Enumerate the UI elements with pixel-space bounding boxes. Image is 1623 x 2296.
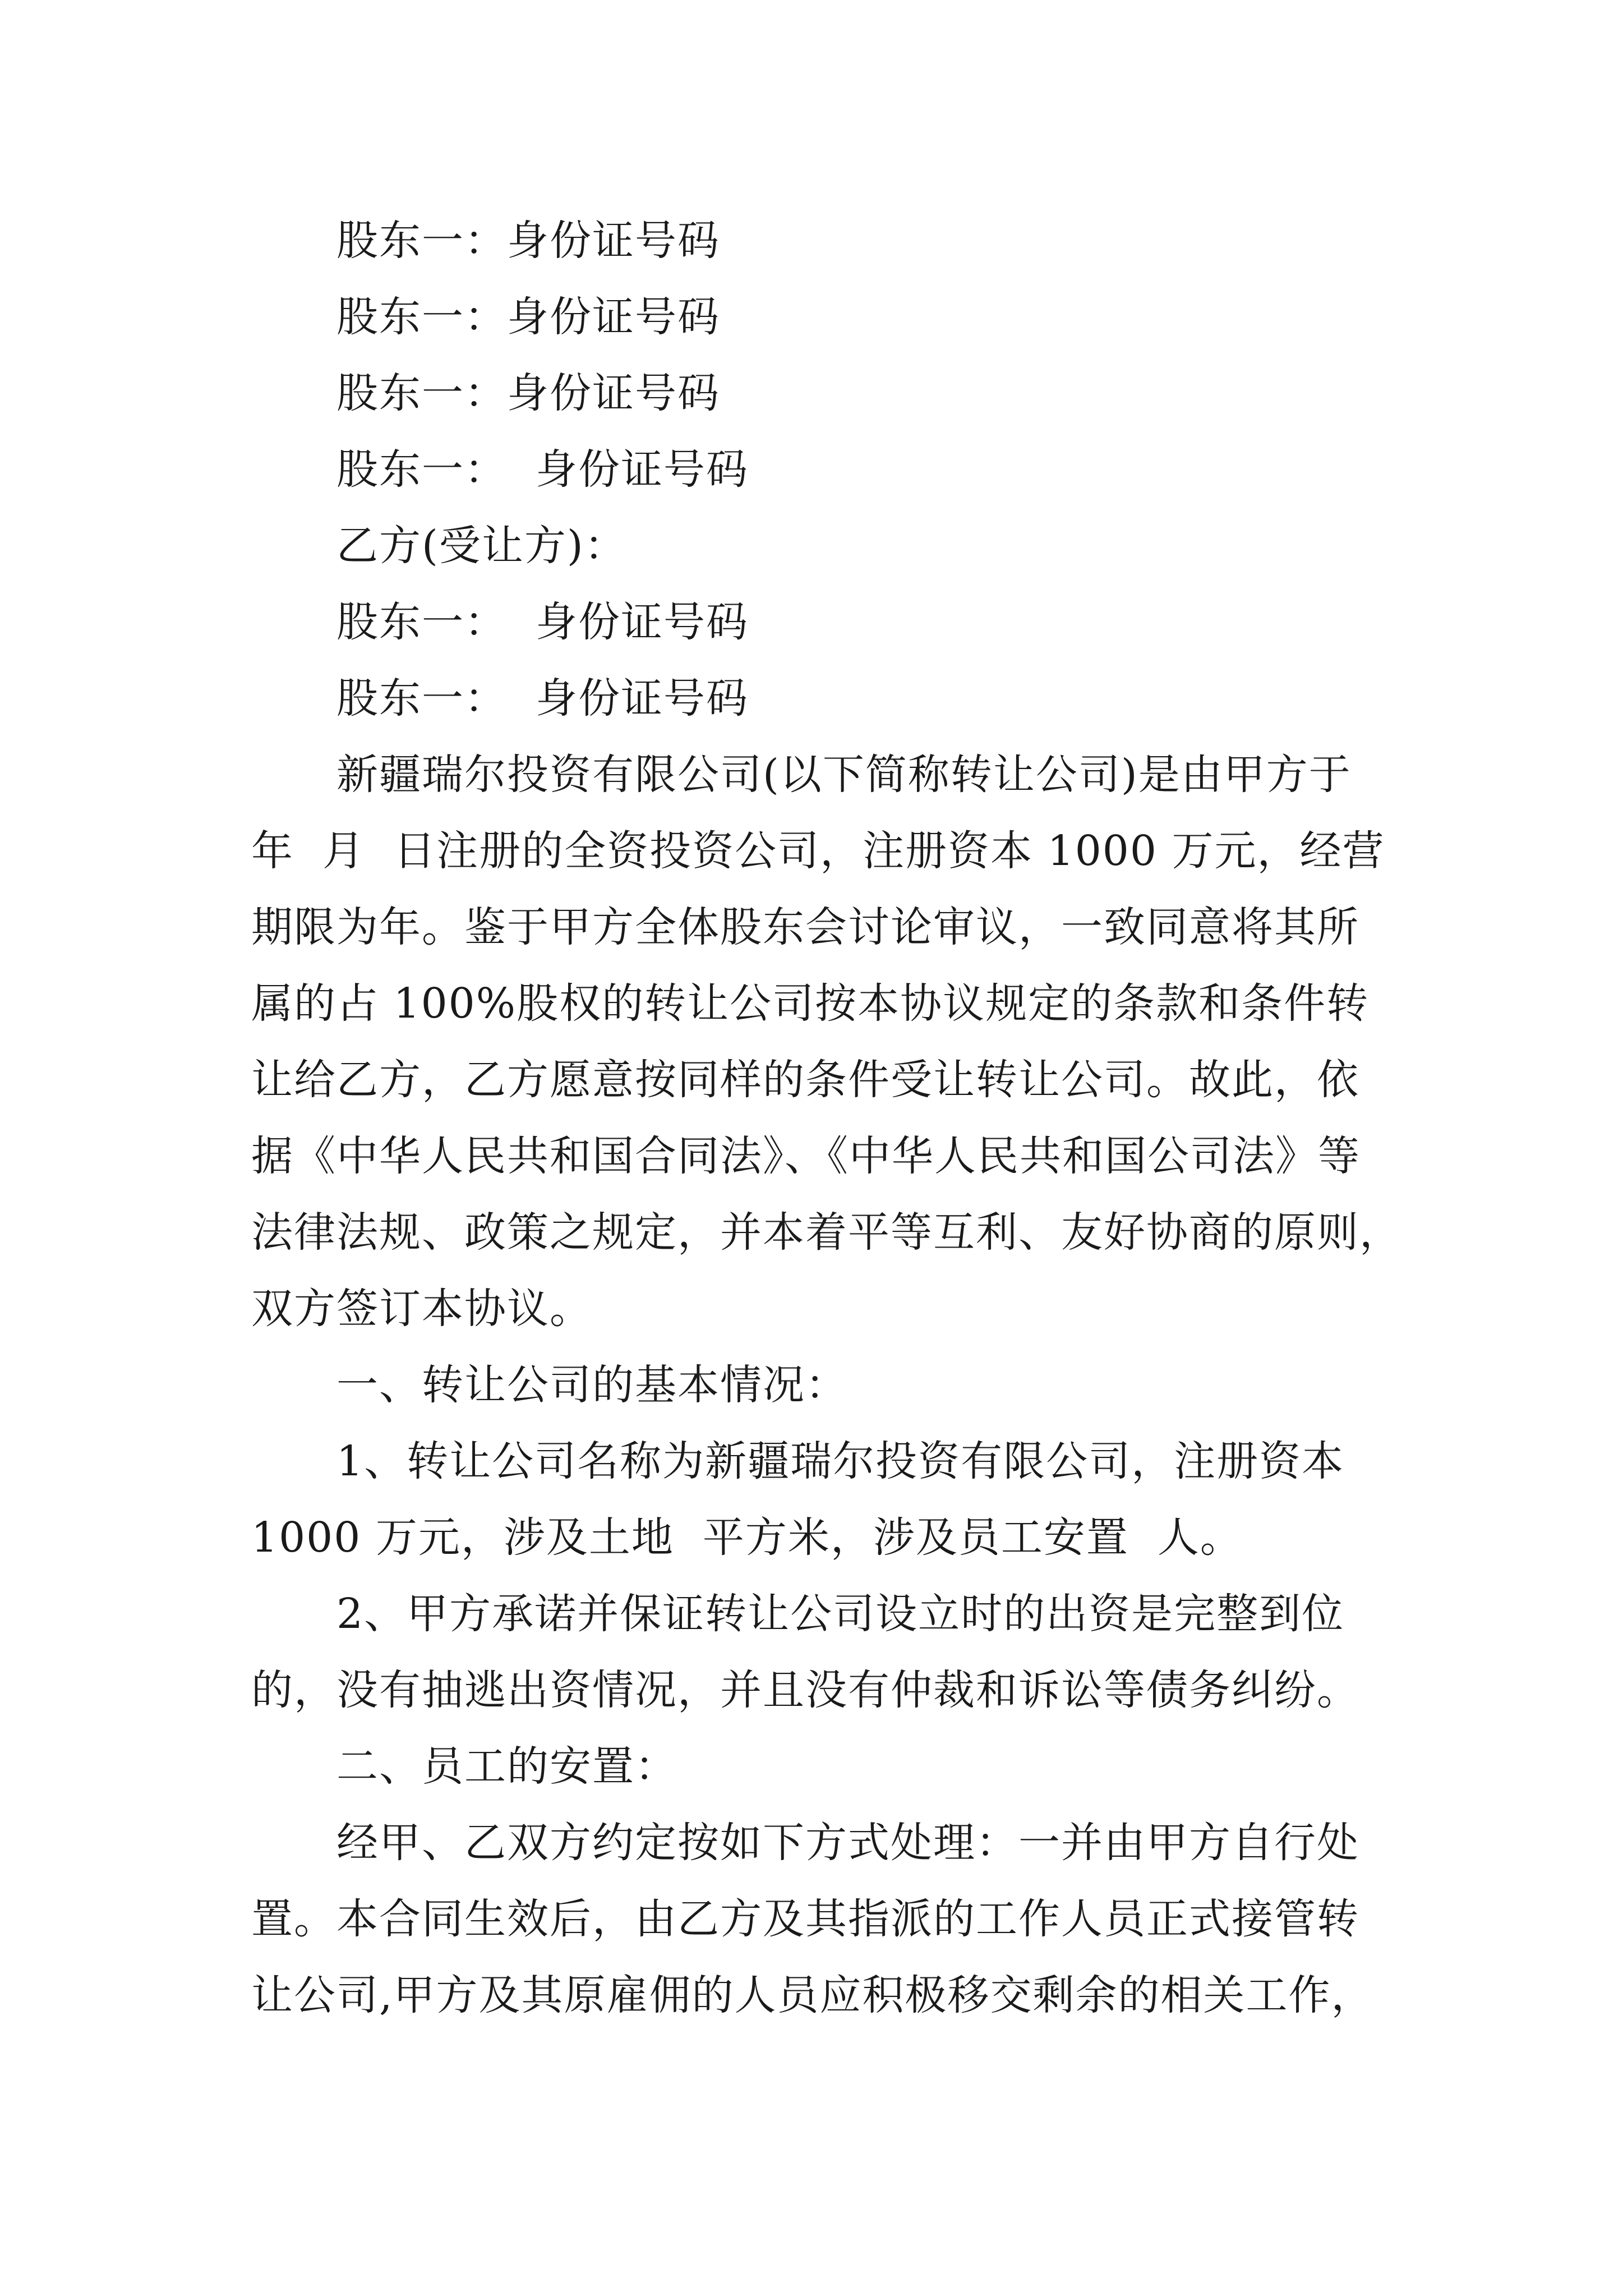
preamble-line-6: 据《中华人民共和国合同法》、《中华人民共和国公司法》等 bbox=[251, 1132, 1361, 1180]
section2-body-line-2: 置。本合同生效后，由乙方及其指派的工作人员正式接管转 bbox=[251, 1895, 1359, 1943]
section1-item1-line-2: 1000 万元，涉及土地 平方米，涉及员工安置 人。 bbox=[251, 1513, 1243, 1562]
shareholder-b-line-2: 股东一： 身份证号码 bbox=[336, 674, 749, 723]
preamble-line-3: 期限为年。鉴于甲方全体股东会讨论审议，一致同意将其所 bbox=[251, 903, 1359, 951]
preamble-line-2: 年 月 日注册的全资投资公司，注册资本 1000 万元，经营 bbox=[251, 827, 1385, 875]
preamble-line-1: 新疆瑞尔投资有限公司(以下简称转让公司)是由甲方于 bbox=[336, 751, 1352, 799]
section2-heading: 二、员工的安置： bbox=[336, 1742, 677, 1791]
shareholder-a-line-2: 股东一：身份证号码 bbox=[336, 293, 720, 341]
preamble-line-4: 属的占 100%股权的转让公司按本协议规定的条款和条件转 bbox=[251, 979, 1370, 1028]
section1-item2-line-2: 的，没有抽逃出资情况，并且没有仲裁和诉讼等债务纠纷。 bbox=[251, 1666, 1359, 1714]
shareholder-a-line-3: 股东一：身份证号码 bbox=[336, 369, 720, 417]
shareholder-b-line-1: 股东一： 身份证号码 bbox=[336, 598, 749, 646]
shareholder-a-line-4: 股东一： 身份证号码 bbox=[336, 445, 749, 494]
section1-heading: 一、转让公司的基本情况： bbox=[336, 1361, 848, 1409]
section2-body-line-3: 让公司,甲方及其原雇佣的人员应积极移交剩余的相关工作， bbox=[251, 1971, 1374, 2019]
preamble-line-7: 法律法规、政策之规定，并本着平等互利、友好协商的原则， bbox=[251, 1208, 1402, 1257]
shareholder-a-line-1: 股东一：身份证号码 bbox=[336, 217, 720, 265]
preamble-line-8: 双方签订本协议。 bbox=[251, 1285, 592, 1333]
section1-item1-line-1: 1、转让公司名称为新疆瑞尔投资有限公司，注册资本 bbox=[336, 1437, 1345, 1485]
section1-item2-line-1: 2、甲方承诺并保证转让公司设立时的出资是完整到位 bbox=[336, 1590, 1345, 1638]
section2-body-line-1: 经甲、乙双方约定按如下方式处理：一并由甲方自行处 bbox=[336, 1819, 1359, 1867]
party-b-heading: 乙方(受让方)： bbox=[336, 522, 627, 570]
preamble-line-5: 让给乙方，乙方愿意按同样的条件受让转让公司。故此，依 bbox=[251, 1056, 1359, 1104]
